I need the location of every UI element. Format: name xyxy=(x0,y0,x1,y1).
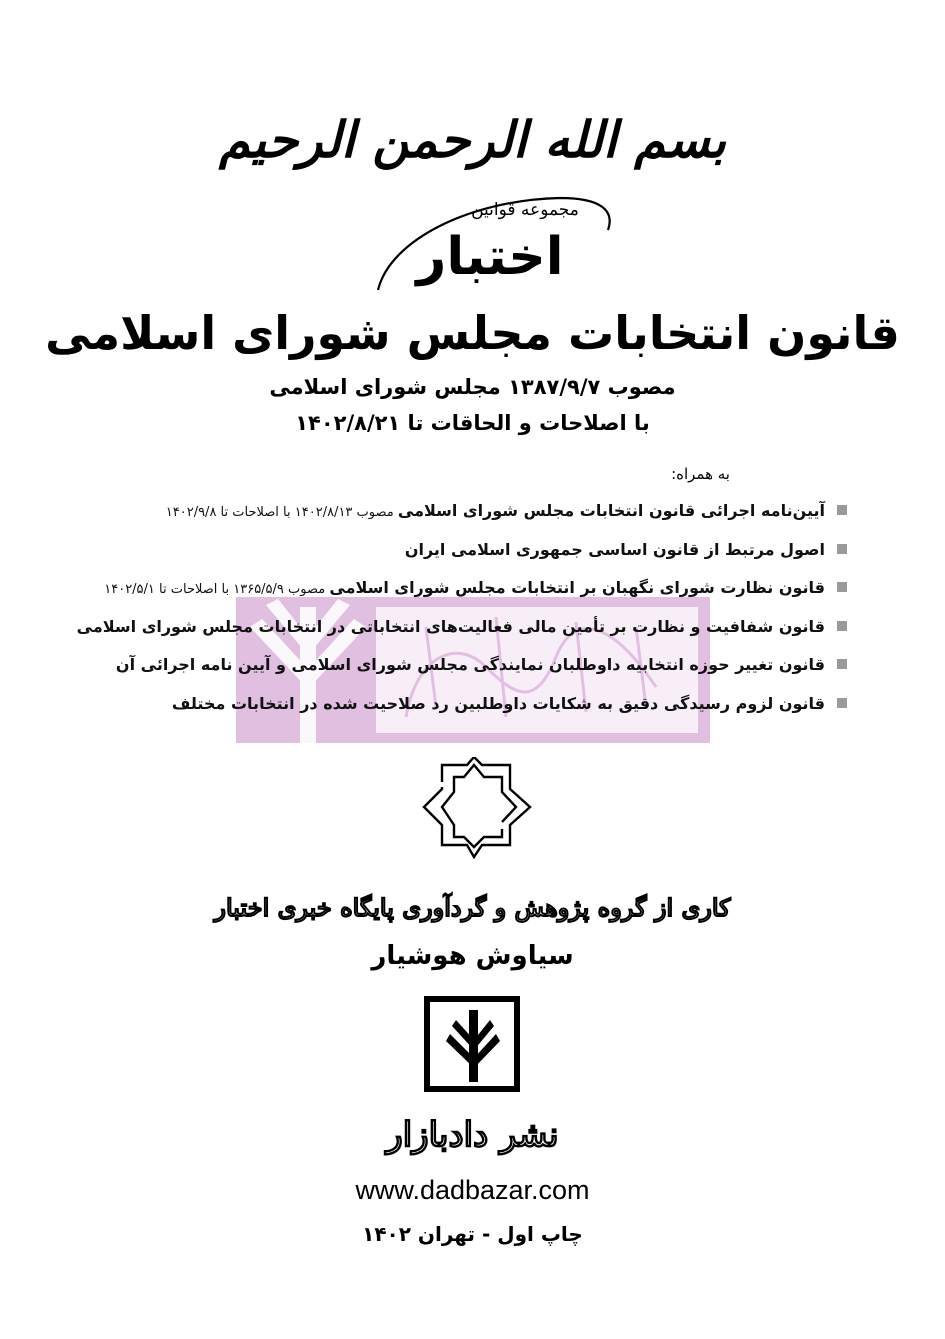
item-title: قانون نظارت شورای نگهبان بر انتخابات مجلس شورای اسلامی xyxy=(329,578,825,597)
square-bullet-icon xyxy=(837,544,847,554)
series-subtitle: مجموعه قوانین xyxy=(471,200,579,220)
item-note: مصوب ۱۳۶۵/۵/۹ با اصلاحات تا ۱۴۰۲/۵/۱ xyxy=(104,582,330,597)
eight-point-star-icon xyxy=(412,757,536,869)
list-item xyxy=(102,685,847,724)
accompanying-label: به همراه: xyxy=(671,465,730,483)
square-bullet-icon xyxy=(837,698,847,708)
related-laws-list xyxy=(76,492,847,723)
publisher-website: www.dadbazar.com xyxy=(355,1175,590,1205)
item-title: قانون لزوم رسیدگی دقیق به شکایات داوطلبین رد صلاحیت شده در انتخابات مختلف xyxy=(171,693,825,713)
item-note: مصوب ۱۴۰۲/۸/۱۳ با اصلاحات تا ۱۴۰۲/۹/۸ xyxy=(165,505,398,520)
list-item xyxy=(102,531,847,570)
basmala-calligraphy: بسم الله الرحمن الرحیم xyxy=(218,110,727,169)
author-name: سیاوش هوشیار xyxy=(371,941,574,971)
book-title: قانون انتخابات مجلس شورای اسلامی xyxy=(45,306,900,360)
square-bullet-icon xyxy=(837,659,847,669)
list-item xyxy=(102,646,847,685)
square-bullet-icon xyxy=(837,621,847,631)
item-title: قانون تغییر حوزه انتخابیه داوطلبان نمایندگی مجلس شورای اسلامی و آیین نامه اجرائی آن xyxy=(115,655,825,674)
list-item xyxy=(102,569,847,608)
list-item xyxy=(76,608,847,647)
amendments-date: با اصلاحات و الحاقات تا ۱۴۰۲/۸/۲۱ xyxy=(295,411,650,435)
edition-info: چاپ اول - تهران ۱۴۰۲ xyxy=(362,1222,583,1246)
approval-date: مصوب ۱۳۸۷/۹/۷ مجلس شورای اسلامی xyxy=(269,375,676,399)
tree-in-square-icon xyxy=(424,996,520,1092)
item-title: آیین‌نامه اجرائی قانون انتخابات مجلس شورای اسلامی xyxy=(397,501,825,520)
series-logo xyxy=(360,190,620,300)
publisher-name: نشر دادبازار xyxy=(386,1115,559,1155)
research-credit: کاری از گروه پژوهش و گردآوری پایگاه خبری اختبار xyxy=(214,893,731,922)
square-bullet-icon xyxy=(837,505,847,515)
list-item xyxy=(102,492,847,531)
item-title: قانون شفافیت و نظارت بر تأمین مالی فعالیت‌های انتخاباتی در انتخابات مجلس شورای اسلامی xyxy=(76,616,825,636)
series-name: اختبار xyxy=(416,227,564,287)
square-bullet-icon xyxy=(837,582,847,592)
item-title: اصول مرتبط از قانون اساسی جمهوری اسلامی ایران xyxy=(404,539,825,559)
